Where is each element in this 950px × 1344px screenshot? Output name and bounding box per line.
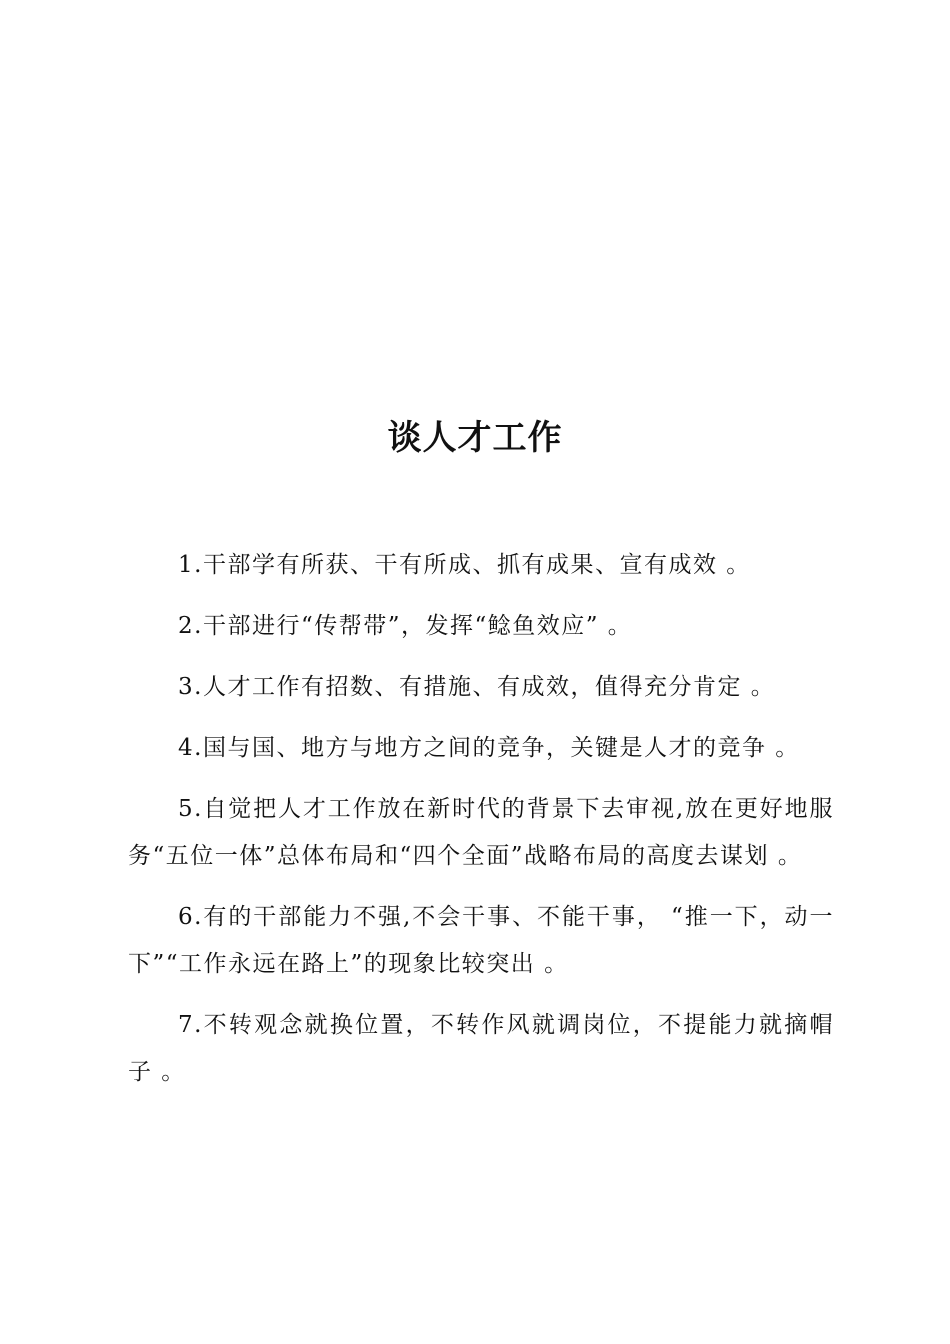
- paragraph-1: 1.干部学有所获、干有所成、抓有成果、宣有成效 。: [178, 552, 751, 578]
- paragraph-7: 7.不转观念就换位置，不转作风就调岗位，不提能力就摘帽子 。: [128, 1012, 834, 1085]
- paragraph-3: 3.人才工作有招数、有措施、有成效，值得充分肯定 。: [178, 674, 776, 700]
- paragraph-2: 2.干部进行“传帮带”，发挥“鲶鱼效应” 。: [178, 613, 633, 639]
- paragraph-4: 4.国与国、地方与地方之间的竞争，关键是人才的竞争 。: [178, 735, 800, 761]
- paragraph-6: 6.有的干部能力不强,不会干事、不能干事， “推一下，动一下”“工作永远在路上”的现象比较突出 。: [128, 904, 834, 977]
- document-body: [128, 542, 834, 1110]
- paragraph-5: 5.自觉把人才工作放在新时代的背景下去审视,放在更好地服务“五位一体”总体布局和“四个全面”战略布局的高度去谋划 。: [128, 796, 834, 869]
- document-title: 谈人才工作: [387, 418, 563, 458]
